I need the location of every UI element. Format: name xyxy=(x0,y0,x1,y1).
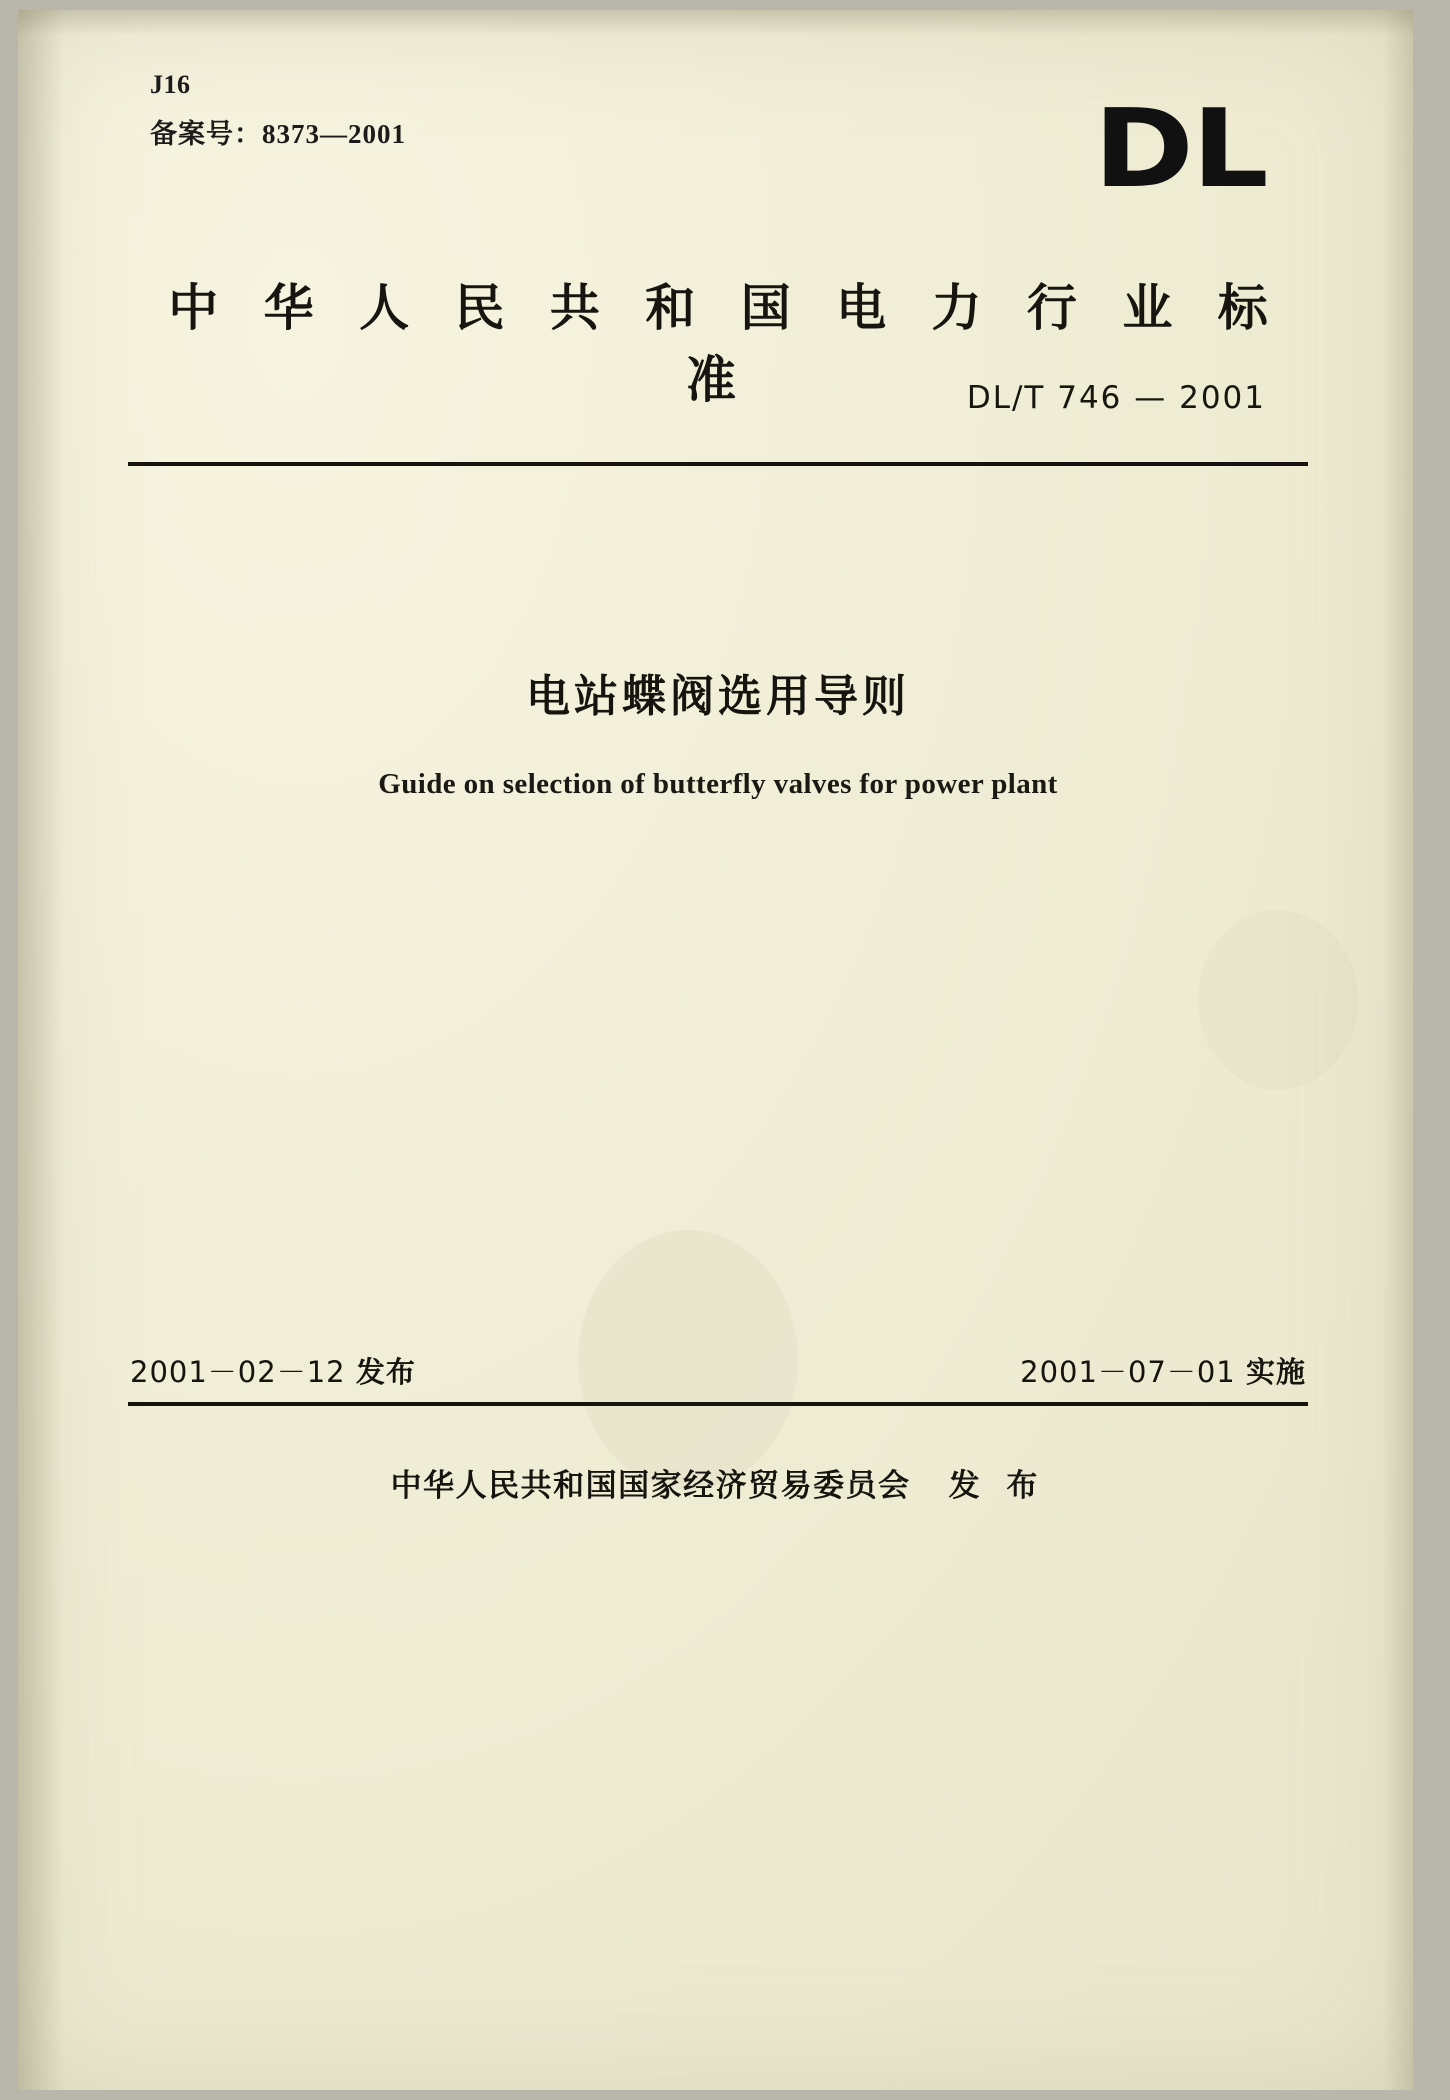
classification-code: J16 xyxy=(150,70,191,99)
publisher-name: 中华人民共和国国家经济贸易委员会 xyxy=(390,1468,911,1504)
scan-shadow-top xyxy=(18,10,1413,36)
standard-series-title: 中 华 人 民 共 和 国 电 力 行 业 标 准 xyxy=(168,279,1282,409)
issue-date-label: 发布 xyxy=(355,1355,416,1389)
publisher-verb: 发 布 xyxy=(948,1468,1046,1504)
publisher-line xyxy=(128,1460,1308,1505)
issue-date-group xyxy=(130,1350,416,1391)
issue-date: 2001－02－12 xyxy=(130,1355,346,1389)
filing-number: 备案号：8373—2001 xyxy=(150,119,406,149)
divider-bottom xyxy=(128,1402,1308,1406)
page-content xyxy=(128,50,1308,2050)
scan-shadow-right xyxy=(1383,10,1413,2090)
classification-block xyxy=(150,70,406,151)
dl-logo: DL xyxy=(1092,87,1266,212)
effective-date: 2001－07－01 xyxy=(1020,1355,1236,1389)
scanned-page xyxy=(18,10,1413,2090)
document-title-chinese: 电站蝶阀选用导则 xyxy=(526,671,910,722)
scan-shadow-left xyxy=(18,10,64,2090)
divider-top xyxy=(128,462,1308,466)
document-title-english: Guide on selection of butterfly valves for power plant xyxy=(378,768,1058,800)
standard-number: DL/T 746 — 2001 xyxy=(966,380,1266,416)
effective-date-group xyxy=(1020,1350,1306,1391)
effective-date-label: 实施 xyxy=(1245,1355,1306,1389)
date-row xyxy=(128,1350,1308,1390)
